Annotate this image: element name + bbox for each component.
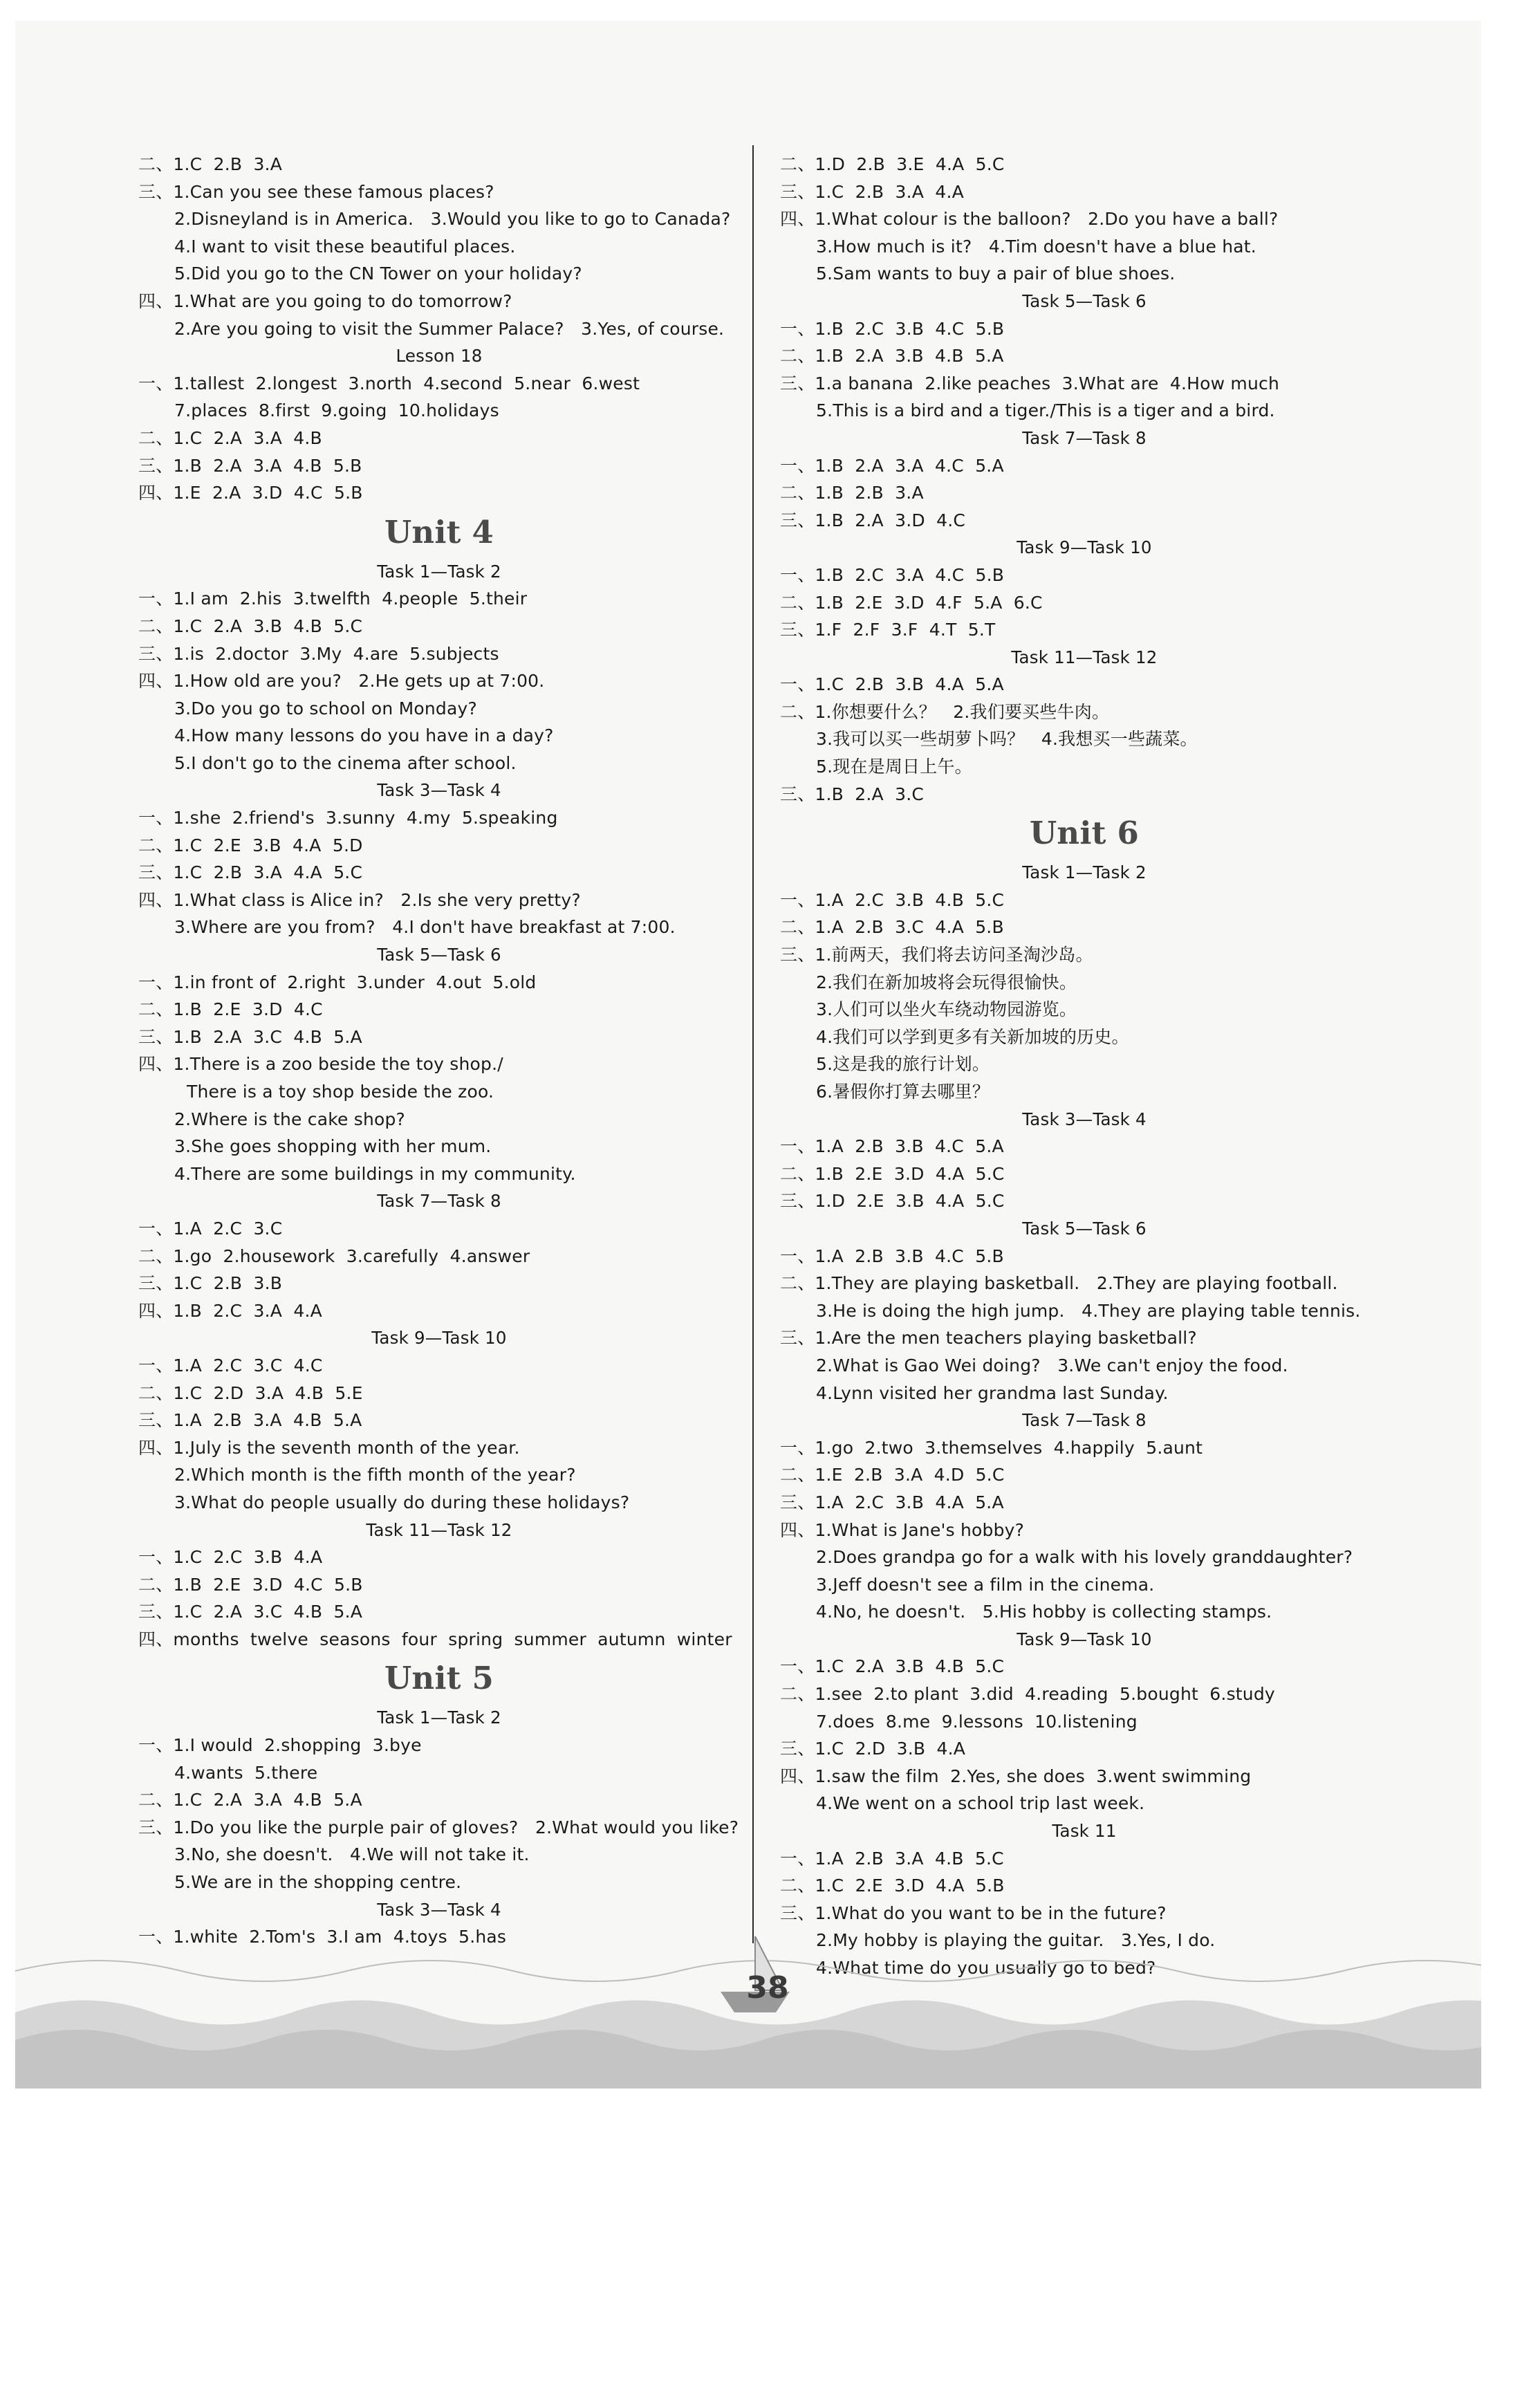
page-number: 38 [746,1970,789,2006]
answer-line: 三、1.A 2.C 3.B 4.A 5.A [780,1492,1004,1512]
section-heading: Task 1—Task 2 [377,1707,501,1728]
answer-line: 四、months twelve seasons four spring summer autumn winter [138,1629,732,1649]
answer-line: 三、1.What do you want to be in the future? [780,1902,1167,1923]
answer-line: 4.We went on a school trip last week. [816,1793,1145,1814]
column-divider [752,145,754,1943]
answer-line: 三、1.A 2.B 3.A 4.B 5.A [138,1410,362,1431]
answer-line: 三、1.Do you like the purple pair of gloves? 2.What would you like? [138,1817,739,1837]
answer-line: 四、1.How old are you? 2.He gets up at 7:00. [138,671,545,692]
answer-line: 三、1.Are the men teachers playing basketball? [780,1328,1197,1349]
answer-line: 5.I don't go to the cinema after school. [174,752,517,773]
answer-line: 3.Where are you from? 4.I don't have breakfast at 7:00. [174,917,676,938]
answer-line: 3.She goes shopping with her mum. [174,1136,492,1157]
section-heading: Task 3—Task 4 [377,1899,501,1920]
section-heading: Task 1—Task 2 [1022,862,1147,883]
answer-line: 三、1.B 2.A 3.D 4.C [780,510,966,530]
answer-line: 3.Do you go to school on Monday? [174,698,477,719]
answer-line: 四、1.There is a zoo beside the toy shop./ [138,1054,503,1075]
answer-line: 5.This is a bird and a tiger./This is a tiger and a bird. [816,400,1275,421]
answer-line: 3.我可以买一些胡萝卜吗？ 4.我想买一些蔬菜。 [816,729,1198,750]
section-heading: Task 11 [1052,1821,1117,1842]
section-heading: Task 9—Task 10 [371,1328,507,1349]
unit-heading: Unit 4 [384,513,494,550]
section-heading: Task 5—Task 6 [1022,290,1147,311]
answer-line: 4.我们可以学到更多有关新加坡的历史。 [816,1026,1129,1047]
answer-line: 二、1.B 2.E 3.D 4.F 5.A 6.C [780,592,1043,613]
answer-line: 4.I want to visit these beautiful places. [174,236,516,257]
answer-line: 一、1.B 2.C 3.A 4.C 5.B [780,564,1005,585]
answer-line: 二、1.B 2.E 3.D 4.C [138,999,323,1020]
answer-line: 2.Which month is the fifth month of the year? [174,1465,576,1485]
answer-line: 三、1.D 2.E 3.B 4.A 5.C [780,1191,1005,1212]
answer-line: 一、1.C 2.C 3.B 4.A [138,1547,323,1568]
answer-line: 四、1.What class is Alice in? 2.Is she very pretty? [138,889,581,910]
answer-line: 一、1.A 2.C 3.B 4.B 5.C [780,889,1005,910]
answer-line: 5.Did you go to the CN Tower on your holiday? [174,263,582,284]
answer-line: 三、1.B 2.A 3.A 4.B 5.B [138,455,362,476]
answer-line: 4.What time do you usually go to bed? [816,1958,1156,1978]
answer-line: 2.What is Gao Wei doing? 3.We can't enjoy the food. [816,1355,1288,1376]
section-heading: Task 11—Task 12 [1011,647,1158,667]
answer-line: 二、1.C 2.A 3.B 4.B 5.C [138,615,363,636]
answer-line: 3.No, she doesn't. 4.We will not take it. [174,1844,530,1865]
section-heading: Lesson 18 [396,346,483,367]
answer-line: 二、1.B 2.B 3.A [780,483,924,503]
section-heading: Task 11—Task 12 [366,1519,512,1540]
answer-line: 三、1.C 2.D 3.B 4.A [780,1739,966,1759]
section-heading: Task 7—Task 8 [1022,427,1147,448]
answer-line: 3.How much is it? 4.Tim doesn't have a blue hat. [816,236,1256,257]
answer-line: 一、1.tallest 2.longest 3.north 4.second 5.near 6.west [138,373,640,393]
answer-line: 四、1.What colour is the balloon? 2.Do you have a ball? [780,209,1279,230]
answer-line: 二、1.B 2.E 3.D 4.A 5.C [780,1163,1005,1184]
answer-line: 3.What do people usually do during these holidays? [174,1492,630,1512]
answer-line: 4.wants 5.there [174,1762,318,1783]
answer-line: 7.does 8.me 9.lessons 10.listening [816,1711,1138,1732]
answer-line: 一、1.she 2.friend's 3.sunny 4.my 5.speaking [138,808,558,828]
answer-line: 三、1.C 2.A 3.C 4.B 5.A [138,1602,363,1622]
answer-line: 二、1.B 2.A 3.B 4.B 5.A [780,346,1004,367]
answer-line: 四、1.E 2.A 3.D 4.C 5.B [138,483,363,503]
answer-line: 2.我们在新加坡将会玩得很愉快。 [816,972,1077,992]
answer-line: 三、1.B 2.A 3.C 4.B 5.A [138,1026,362,1047]
section-heading: Task 1—Task 2 [377,561,501,582]
answer-line: 二、1.C 2.B 3.A [138,154,283,174]
answer-line: 四、1.What is Jane's hobby? [780,1519,1025,1540]
answer-line: 一、1.I would 2.shopping 3.bye [138,1735,422,1756]
section-heading: Task 5—Task 6 [1022,1218,1147,1239]
answer-line: 3.Jeff doesn't see a film in the cinema. [816,1574,1155,1595]
answer-line: 二、1.你想要什么？ 2.我们要买些牛肉。 [780,701,1110,722]
answer-line: 二、1.see 2.to plant 3.did 4.reading 5.bought 6.study [780,1684,1275,1705]
answer-line: 2.Where is the cake shop? [174,1109,406,1129]
answer-line: 三、1.前两天，我们将去访问圣淘沙岛。 [780,945,1093,965]
answer-line: 二、1.They are playing basketball. 2.They are playing football. [780,1273,1338,1294]
answer-line: 二、1.E 2.B 3.A 4.D 5.C [780,1465,1005,1485]
section-heading: Task 5—Task 6 [377,945,501,965]
answer-line: 5.Sam wants to buy a pair of blue shoes. [816,263,1176,284]
answer-line: 4.Lynn visited her grandma last Sunday. [816,1382,1169,1403]
answer-line: 一、1.in front of 2.right 3.under 4.out 5.old [138,972,537,992]
answer-line: 四、1.saw the film 2.Yes, she does 3.went swimming [780,1766,1252,1786]
answer-line: 一、1.go 2.two 3.themselves 4.happily 5.aunt [780,1437,1203,1458]
answer-line: 3.He is doing the high jump. 4.They are playing table tennis. [816,1300,1361,1321]
answer-line: 二、1.A 2.B 3.C 4.A 5.B [780,917,1004,938]
answer-line: 三、1.F 2.F 3.F 4.T 5.T [780,620,996,640]
left-column [138,151,740,1951]
answer-line: 一、1.white 2.Tom's 3.I am 4.toys 5.has [138,1927,507,1947]
answer-line: 5.这是我的旅行计划。 [816,1054,990,1075]
answer-line: 一、1.C 2.B 3.B 4.A 5.A [780,674,1004,695]
answer-line: 5.We are in the shopping centre. [174,1872,462,1893]
answer-line: 二、1.C 2.A 3.A 4.B [138,427,322,448]
answer-line: 一、1.B 2.A 3.A 4.C 5.A [780,455,1004,476]
answer-line: 一、1.A 2.B 3.A 4.B 5.C [780,1848,1004,1869]
unit-heading: Unit 5 [384,1660,494,1697]
answer-line: 三、1.C 2.B 3.B [138,1273,283,1294]
answer-line: 一、1.A 2.B 3.B 4.C 5.A [780,1136,1004,1157]
answer-line: 三、1.is 2.doctor 3.My 4.are 5.subjects [138,643,499,664]
answer-line: 4.There are some buildings in my community. [174,1163,576,1184]
answer-line: There is a toy shop beside the zoo. [187,1082,494,1102]
answer-line: 四、1.B 2.C 3.A 4.A [138,1300,322,1321]
answer-line: 一、1.B 2.C 3.B 4.C 5.B [780,318,1005,339]
answer-line: 二、1.C 2.A 3.A 4.B 5.A [138,1790,362,1810]
answer-line: 一、1.C 2.A 3.B 4.B 5.C [780,1656,1005,1677]
answer-line: 一、1.A 2.C 3.C 4.C [138,1355,323,1376]
answer-line: 二、1.D 2.B 3.E 4.A 5.C [780,154,1005,174]
answer-line: 3.人们可以坐火车绕动物园游览。 [816,999,1077,1020]
answer-line: 二、1.B 2.E 3.D 4.C 5.B [138,1574,363,1595]
section-heading: Task 3—Task 4 [1022,1109,1147,1129]
section-heading: Task 3—Task 4 [377,780,501,801]
answer-line: 三、1.B 2.A 3.C [780,784,925,804]
answer-line: 四、1.July is the seventh month of the year. [138,1437,520,1458]
answer-line: 2.Disneyland is in America. 3.Would you like to go to Canada? [174,209,731,230]
answer-line: 2.Are you going to visit the Summer Palace? 3.Yes, of course. [174,318,725,339]
section-heading: Task 9—Task 10 [1017,1629,1152,1649]
answer-line: 4.How many lessons do you have in a day? [174,725,554,746]
section-heading: Task 9—Task 10 [1017,537,1152,558]
unit-heading: Unit 6 [1029,815,1140,852]
right-column [780,151,1389,1982]
answer-line: 三、1.Can you see these famous places? [138,181,494,202]
answer-line: 二、1.C 2.E 3.D 4.A 5.B [780,1876,1005,1896]
answer-line: 二、1.C 2.E 3.B 4.A 5.D [138,835,363,855]
answer-line: 5.现在是周日上午。 [816,757,972,777]
answer-line: 6.暑假你打算去哪里？ [816,1082,990,1102]
section-heading: Task 7—Task 8 [1022,1410,1147,1431]
answer-line: 二、1.go 2.housework 3.carefully 4.answer [138,1245,530,1266]
answer-line: 三、1.C 2.B 3.A 4.A [780,181,964,202]
answer-line: 二、1.C 2.D 3.A 4.B 5.E [138,1382,363,1403]
section-heading: Task 7—Task 8 [377,1191,501,1212]
answer-line: 一、1.A 2.B 3.B 4.C 5.B [780,1245,1004,1266]
answer-line: 2.Does grandpa go for a walk with his lovely granddaughter? [816,1547,1353,1568]
answer-line: 7.places 8.first 9.going 10.holidays [174,400,499,421]
answer-line: 三、1.a banana 2.like peaches 3.What are 4.How much [780,373,1279,393]
answer-line: 三、1.C 2.B 3.A 4.A 5.C [138,862,363,883]
answer-line: 一、1.A 2.C 3.C [138,1218,283,1239]
answer-line: 2.My hobby is playing the guitar. 3.Yes, I do. [816,1930,1216,1951]
answer-line: 4.No, he doesn't. 5.His hobby is collecting stamps. [816,1602,1272,1622]
answer-line: 一、1.I am 2.his 3.twelfth 4.people 5.their [138,589,528,609]
answer-line: 四、1.What are you going to do tomorrow? [138,290,512,311]
